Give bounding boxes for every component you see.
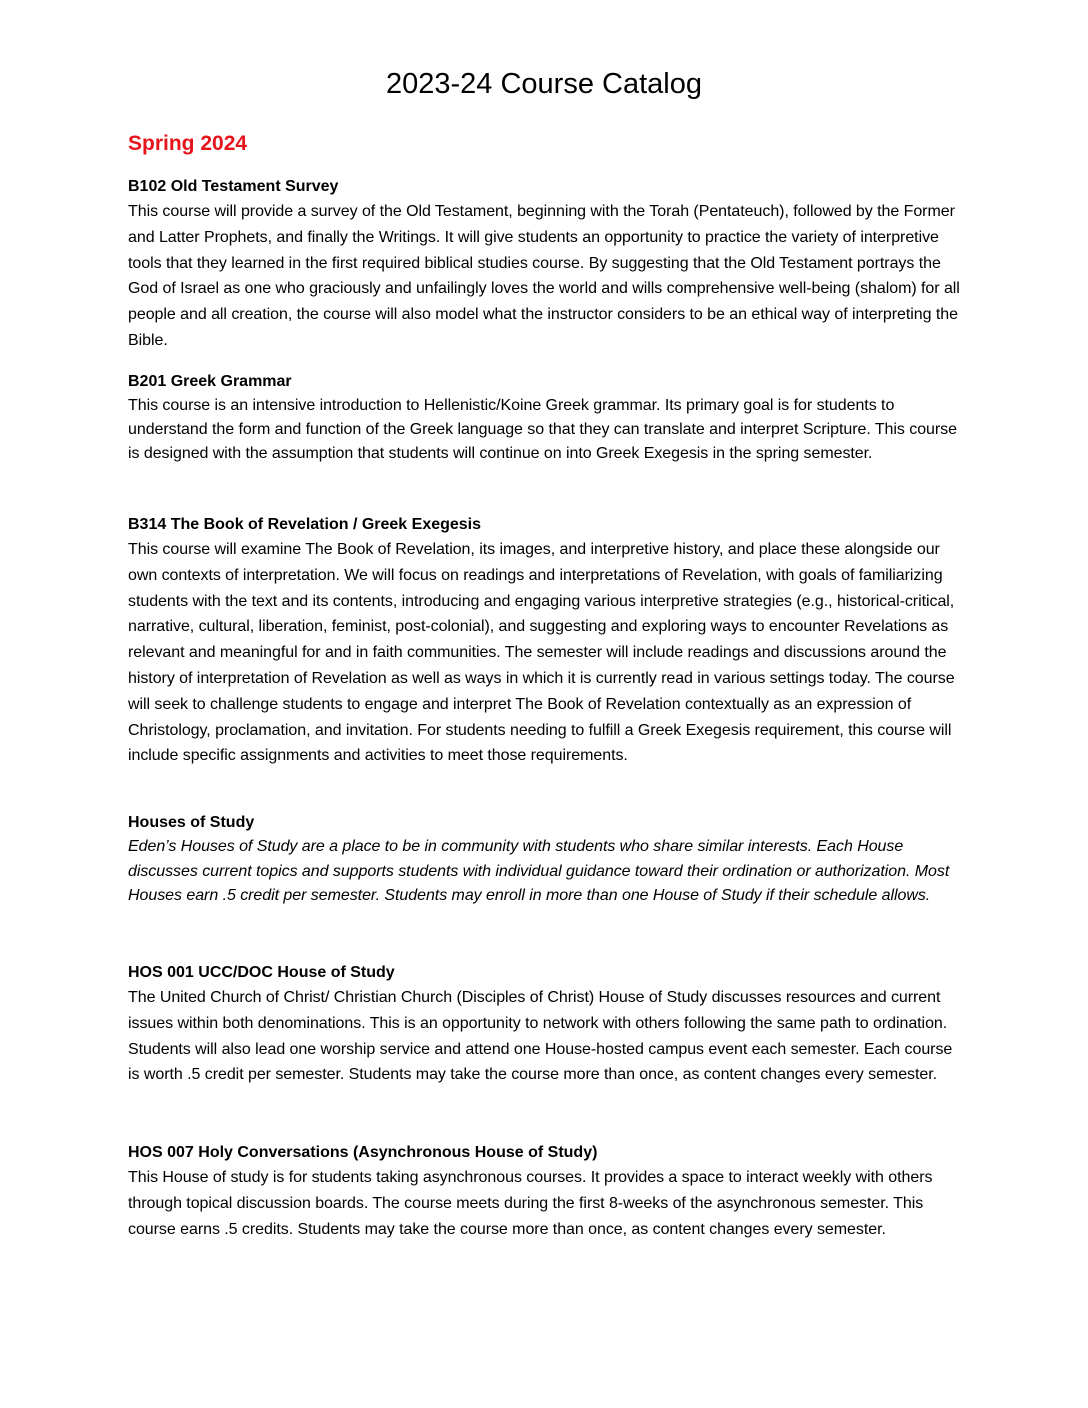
course-description: This course is an intensive introduction to Hellenistic/Koine Greek grammar. Its primary goal is for students to understand the form and function of the Greek language so that they can translate and interpret Scripture. This course is designed with the assumption that students will continue on into Greek Exegesis in the spring semester. [128,397,957,463]
course-description: The United Church of Christ/ Christian Church (Disciples of Christ) House of Study discusses resources and current issues within both denominations. This is an opportunity to network with others following the same path to ordination. Students will also lead one worship service and attend one House-hosted campus event each semester. Each course is worth .5 credit per semester. Students may take the course more than once, as content changes every semester. [128,989,953,1084]
course-description: This House of study is for students taking asynchronous courses. It provides a space to interact weekly with others through topical discussion boards. The course meets during the first 8-weeks of the asynchronous semester. This course earns .5 credits. Students may take the course more than once, as content changes every semester. [128,1169,933,1238]
course-title: HOS 001 UCC/DOC House of Study [128,964,395,981]
document-title: 2023-24 Course Catalog [386,68,702,100]
section-description: Eden’s Houses of Study are a place to be in community with students who share similar interests. Each House discusses current topics and supports students with individual guidance toward their ordination or authorization. Most Houses earn .5 credit per semester. Students may enroll in more than one House of Study if their schedule allows. [128,838,950,905]
course-title: B201 Greek Grammar [128,373,292,390]
course-hos007 [128,1141,960,1242]
term-heading: Spring 2024 [128,132,248,155]
course-b314 [128,513,960,769]
course-b201 [128,370,960,467]
course-description: This course will examine The Book of Revelation, its images, and interpretive history, and place these alongside our own contexts of interpretation. We will focus on readings and interpretations of Revelation, with goals of familiarizing students with the text and its contents, introducing and engaging various interpretive strategies (e.g., historical-critical, narrative, cultural, liberation, feminist, post-colonial), and suggesting and exploring ways to encounter Revelations as relevant and meaningful for and in faith communities. The semester will include readings and discussions around the history of interpretation of Revelation as well as ways in which it is currently read in various settings today. The course will seek to challenge students to engage and interpret The Book of Revelation contextually as an expression of Christology, proclamation, and invitation. For students needing to fulfill a Greek Exegesis requirement, this course will include specific assignments and activities to meet those requirements. [128,541,955,765]
houses-of-study-intro [128,811,960,909]
course-title: B102 Old Testament Survey [128,178,339,195]
course-description: This course will provide a survey of the Old Testament, beginning with the Torah (Pentateuch), followed by the Former and Latter Prophets, and finally the Writings. It will give students an opportunity to practice the variety of interpretive tools that they learned in the first required biblical studies course. By suggesting that the Old Testament portrays the God of Israel as one who graciously and unfailingly loves the world and wills comprehensive well-being (shalom) for all people and all creation, the course will also model what the instructor considers to be an ethical way of interpreting the Bible. [128,203,960,349]
section-title: Houses of Study [128,814,255,831]
course-hos001 [128,961,960,1088]
course-title: HOS 007 Holy Conversations (Asynchronous House of Study) [128,1144,598,1161]
course-b102 [128,175,960,354]
course-title: B314 The Book of Revelation / Greek Exegesis [128,516,482,533]
